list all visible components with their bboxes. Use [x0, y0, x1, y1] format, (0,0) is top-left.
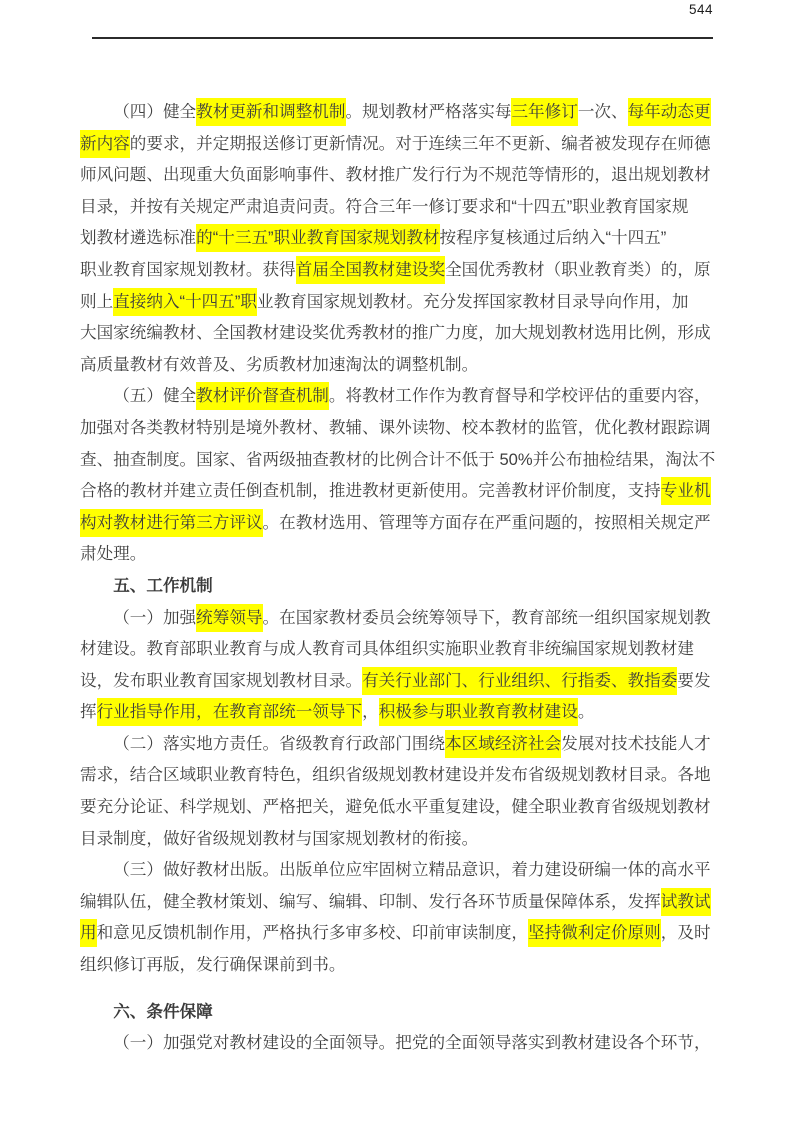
paragraph — [80, 380, 730, 570]
highlighted-text: 首届全国教材建设奖 — [296, 256, 445, 284]
plain-text: 挥 — [80, 702, 97, 722]
text-line — [80, 886, 730, 918]
text-line — [80, 696, 730, 728]
text-line — [80, 349, 730, 381]
plain-text: 设，发布职业教育国家规划教材目录。 — [80, 670, 363, 690]
highlighted-text: 积极参与职业教育教材建设 — [379, 698, 578, 726]
highlighted-text: 教材评价督查机制 — [196, 382, 329, 410]
document-body — [80, 96, 730, 1059]
paragraph — [80, 96, 730, 380]
text-line — [80, 412, 730, 444]
text-line — [80, 949, 730, 981]
text-line — [80, 128, 730, 160]
plain-text: 查、抽查制度。国家、省两级抽查教材的比例合计不低于 50%并公布抽检结果，淘汰不 — [80, 449, 716, 469]
text-line — [80, 96, 730, 128]
plain-text: 需求，结合区域职业教育特色，组织省级规划教材建设并发布省级规划教材目录。各地 — [80, 765, 711, 785]
text-line — [80, 475, 730, 507]
paragraph — [80, 1027, 730, 1059]
plain-text: （五）健全 — [113, 386, 197, 406]
highlighted-text: 行业指导作用，在教育部统一领导下 — [97, 698, 363, 726]
plain-text: 大国家统编教材、全国教材建设奖优秀教材的推广力度，加大规划教材选用比例，形成 — [80, 323, 711, 343]
paragraph — [80, 854, 730, 980]
plain-text: 和意见反馈机制作用，严格执行多审多校、印前审读制度， — [96, 923, 529, 943]
text-line — [80, 633, 730, 665]
plain-text: 划教材遴选标准 — [80, 228, 197, 248]
highlighted-text: 教材更新和调整机制 — [196, 98, 345, 126]
plain-text: 按程序复核通过后纳入“十四五” — [439, 228, 667, 248]
text-line — [80, 917, 730, 949]
highlighted-text: 坚持微利定价原则 — [528, 919, 661, 947]
plain-text: 高质量教材有效普及、劣质教材加速淘汰的调整机制。 — [80, 354, 479, 374]
plain-text: 。在教材选用、管理等方面存在严重问题的，按照相关规定严 — [262, 512, 711, 532]
plain-text: （四）健全 — [113, 102, 197, 121]
plain-text: （三）做好教材出版。出版单位应牢固树立精品意识，着力建设研编一体的高水平 — [113, 860, 711, 880]
highlighted-text: 专业机 — [661, 477, 711, 505]
section-heading: 五、工作机制 — [113, 575, 213, 595]
plain-text: ， — [362, 702, 379, 722]
plain-text: 加强对各类教材特别是境外教材、教辅、课外读物、校本教材的监管，优化教材跟踪调 — [80, 417, 711, 437]
plain-text: 组织修订再版，发行确保课前到书。 — [80, 955, 346, 975]
highlighted-text: 试教试 — [661, 888, 711, 916]
text-line — [80, 759, 730, 791]
text-line — [80, 380, 730, 412]
highlighted-text: 用 — [80, 919, 97, 947]
text-line — [80, 444, 730, 476]
plain-text: 全国优秀教材（职业教育类）的，原 — [445, 259, 711, 279]
plain-text: 。规划教材严格落实每 — [345, 102, 512, 121]
text-line — [80, 854, 730, 886]
plain-text: 合格的教材并建立责任倒查机制，推进教材更新使用。完善教材评价制度，支持 — [80, 481, 661, 501]
highlighted-text: 统筹领导 — [196, 604, 262, 632]
plain-text: 要充分论证、科学规划、严格把关，避免低水平重复建设，健全职业教育省级规划教材 — [80, 797, 711, 817]
plain-text: 。在国家教材委员会统筹领导下，教育部统一组织国家规划教 — [262, 607, 711, 627]
paragraph — [80, 728, 730, 854]
plain-text: （一）加强党对教材建设的全面领导。把党的全面领导落实到教材建设各个环节， — [113, 1033, 711, 1053]
highlighted-text: 直接纳入“十四五”职 — [113, 288, 257, 316]
text-line — [80, 286, 730, 318]
page-number: 544 — [688, 2, 713, 17]
highlighted-text: 构对教材进行第三方评议 — [80, 509, 263, 537]
plain-text: 编辑队伍，健全教材策划、编写、编辑、印制、发行各环节质量保障体系，发挥 — [80, 891, 661, 911]
text-line — [80, 602, 730, 634]
plain-text: 要发 — [677, 670, 711, 690]
highlighted-text: 三年修订 — [511, 98, 577, 126]
text-line — [80, 1027, 730, 1059]
text-line — [80, 254, 730, 286]
header-rule — [92, 37, 713, 39]
text-line — [80, 191, 730, 223]
plain-text: 职业教育国家规划教材。获得 — [80, 259, 296, 279]
highlighted-text: 新内容 — [80, 130, 130, 158]
plain-text: 。将教材工作作为教育督导和学校评估的重要内容， — [328, 386, 711, 406]
text-line — [80, 665, 730, 697]
section-heading: 六、条件保障 — [113, 1001, 213, 1021]
plain-text: （一）加强 — [113, 607, 197, 627]
plain-text: 师风问题、出现重大负面影响事件、教材推广发行行为不规范等情形的，退出规划教材 — [80, 165, 711, 185]
plain-text: 则上 — [80, 291, 114, 311]
plain-text: 业教育国家规划教材。充分发挥国家教材目录导向作用，加 — [257, 291, 689, 311]
plain-text: 发展对技术技能人才 — [561, 733, 711, 753]
text-line — [80, 823, 730, 855]
plain-text: （二）落实地方责任。省级教育行政部门围绕 — [113, 733, 446, 753]
highlighted-text: 本区域经济社会 — [445, 730, 561, 758]
plain-text: 目录，并按有关规定严肃追责问责。符合三年一修订要求和“十四五”职业教育国家规 — [80, 196, 689, 216]
plain-text: 目录制度，做好省级规划教材与国家规划教材的衔接。 — [80, 828, 479, 848]
text-line — [80, 317, 730, 349]
plain-text: ，及时 — [660, 923, 711, 943]
highlighted-text: 的“十三五”职业教育国家规划教材 — [196, 224, 439, 252]
plain-text: 一次、 — [577, 102, 628, 121]
text-line — [80, 222, 730, 254]
plain-text: 的要求，并定期报送修订更新情况。对于连续三年不更新、编者被发现存在师德 — [129, 133, 711, 153]
text-line — [80, 538, 730, 570]
paragraph — [80, 602, 730, 728]
text-line — [80, 728, 730, 760]
highlighted-text: 有关行业部门、行业组织、行指委、教指委 — [362, 667, 677, 695]
text-line — [80, 159, 730, 191]
plain-text: 材建设。教育部职业教育与成人教育司具体组织实施职业教育非统编国家规划教材建 — [80, 639, 694, 659]
plain-text: 。 — [577, 702, 595, 722]
text-line — [80, 507, 730, 539]
text-line — [80, 791, 730, 823]
plain-text: 肃处理。 — [80, 544, 147, 564]
highlighted-text: 每年动态更 — [628, 98, 711, 126]
